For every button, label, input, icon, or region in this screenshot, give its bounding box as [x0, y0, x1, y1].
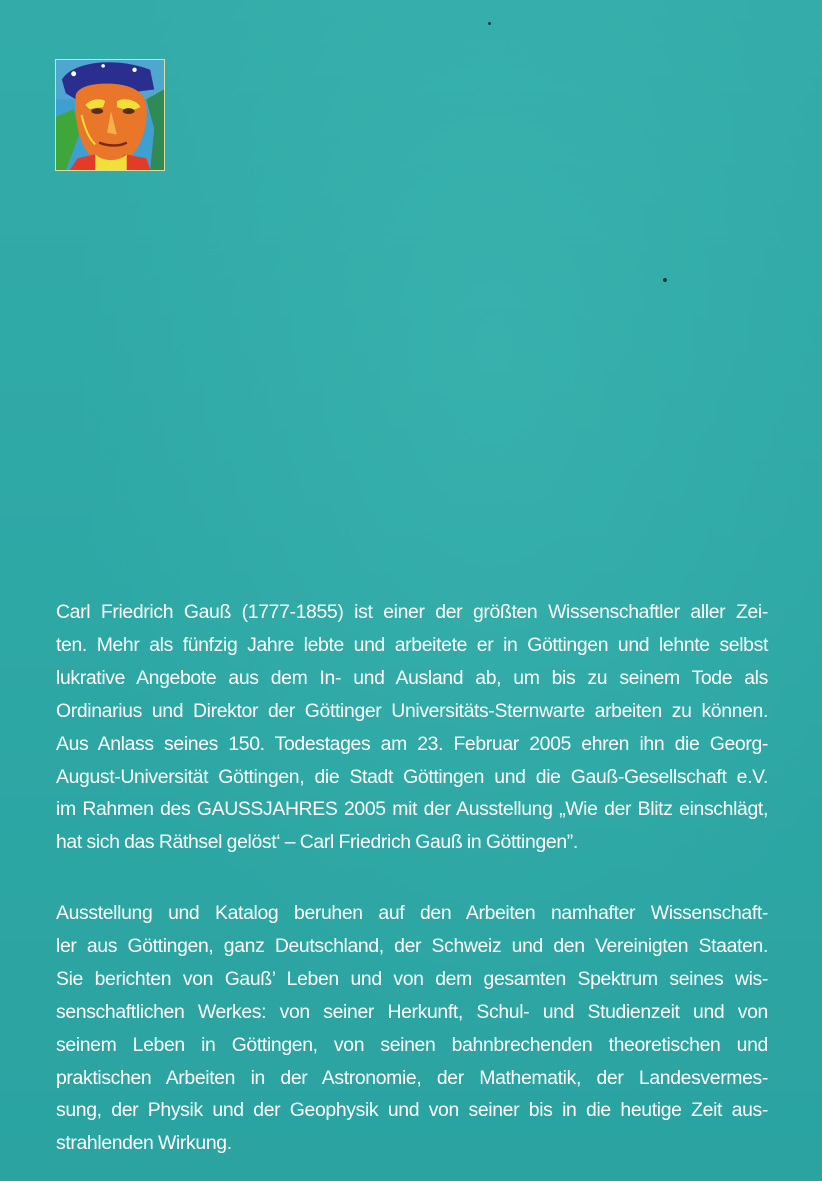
text-line: Ordinarius und Direktor der Göttinger Universitäts-Sternwarte arbeiten zu können.	[56, 699, 768, 722]
text-line: August-Universität Göttingen, die Stadt Göttingen und die Gauß-Gesellschaft e.V.	[56, 765, 768, 788]
text-line: praktischen Arbeiten in der Astronomie, der Mathematik, der Landesvermes-	[56, 1066, 768, 1089]
portrait-icon	[56, 60, 164, 170]
gauss-portrait	[55, 59, 165, 171]
text-line: ten. Mehr als fünfzig Jahre lebte und arbeitete er in Göttingen und lehnte selbst	[56, 633, 768, 656]
text-line: lukrative Angebote aus dem In- und Ausland ab, um bis zu seinem Tode als	[56, 666, 768, 689]
text-line: hat sich das Räthsel gelöst‘ – Carl Friedrich Gauß in Göttingen”.	[56, 831, 578, 854]
print-speck	[663, 278, 667, 282]
text-line: ler aus Göttingen, ganz Deutschland, der Schweiz und den Vereinigten Staaten.	[56, 934, 768, 957]
text-line: Sie berichten von Gauß’ Leben und von dem gesamten Spektrum seines wis-	[56, 967, 768, 990]
text-line: sung, der Physik und der Geophysik und von seiner bis in die heutige Zeit aus-	[56, 1099, 768, 1122]
text-line: seinem Leben in Göttingen, von seinen bahnbrechenden theoretischen und	[56, 1033, 768, 1056]
print-speck	[488, 22, 491, 25]
text-line: senschaftlichen Werkes: von seiner Herkunft, Schul- und Studienzeit und von	[56, 1000, 768, 1023]
text-line: Carl Friedrich Gauß (1777-1855) ist einer der größten Wissenschaftler aller Zei-	[56, 601, 768, 623]
text-line: im Rahmen des GAUSSJAHRES 2005 mit der Ausstellung „Wie der Blitz einschlägt,	[56, 798, 768, 821]
text-line: Ausstellung und Katalog beruhen auf den Arbeiten namhafter Wissenschaft-	[56, 902, 768, 924]
body-paragraph-intro	[56, 596, 768, 859]
body-paragraph-exhibition	[56, 897, 768, 1160]
text-line: Aus Anlass seines 150. Todestages am 23. Februar 2005 ehren ihn die Georg-	[56, 732, 768, 755]
text-line: strahlenden Wirkung.	[56, 1132, 232, 1155]
